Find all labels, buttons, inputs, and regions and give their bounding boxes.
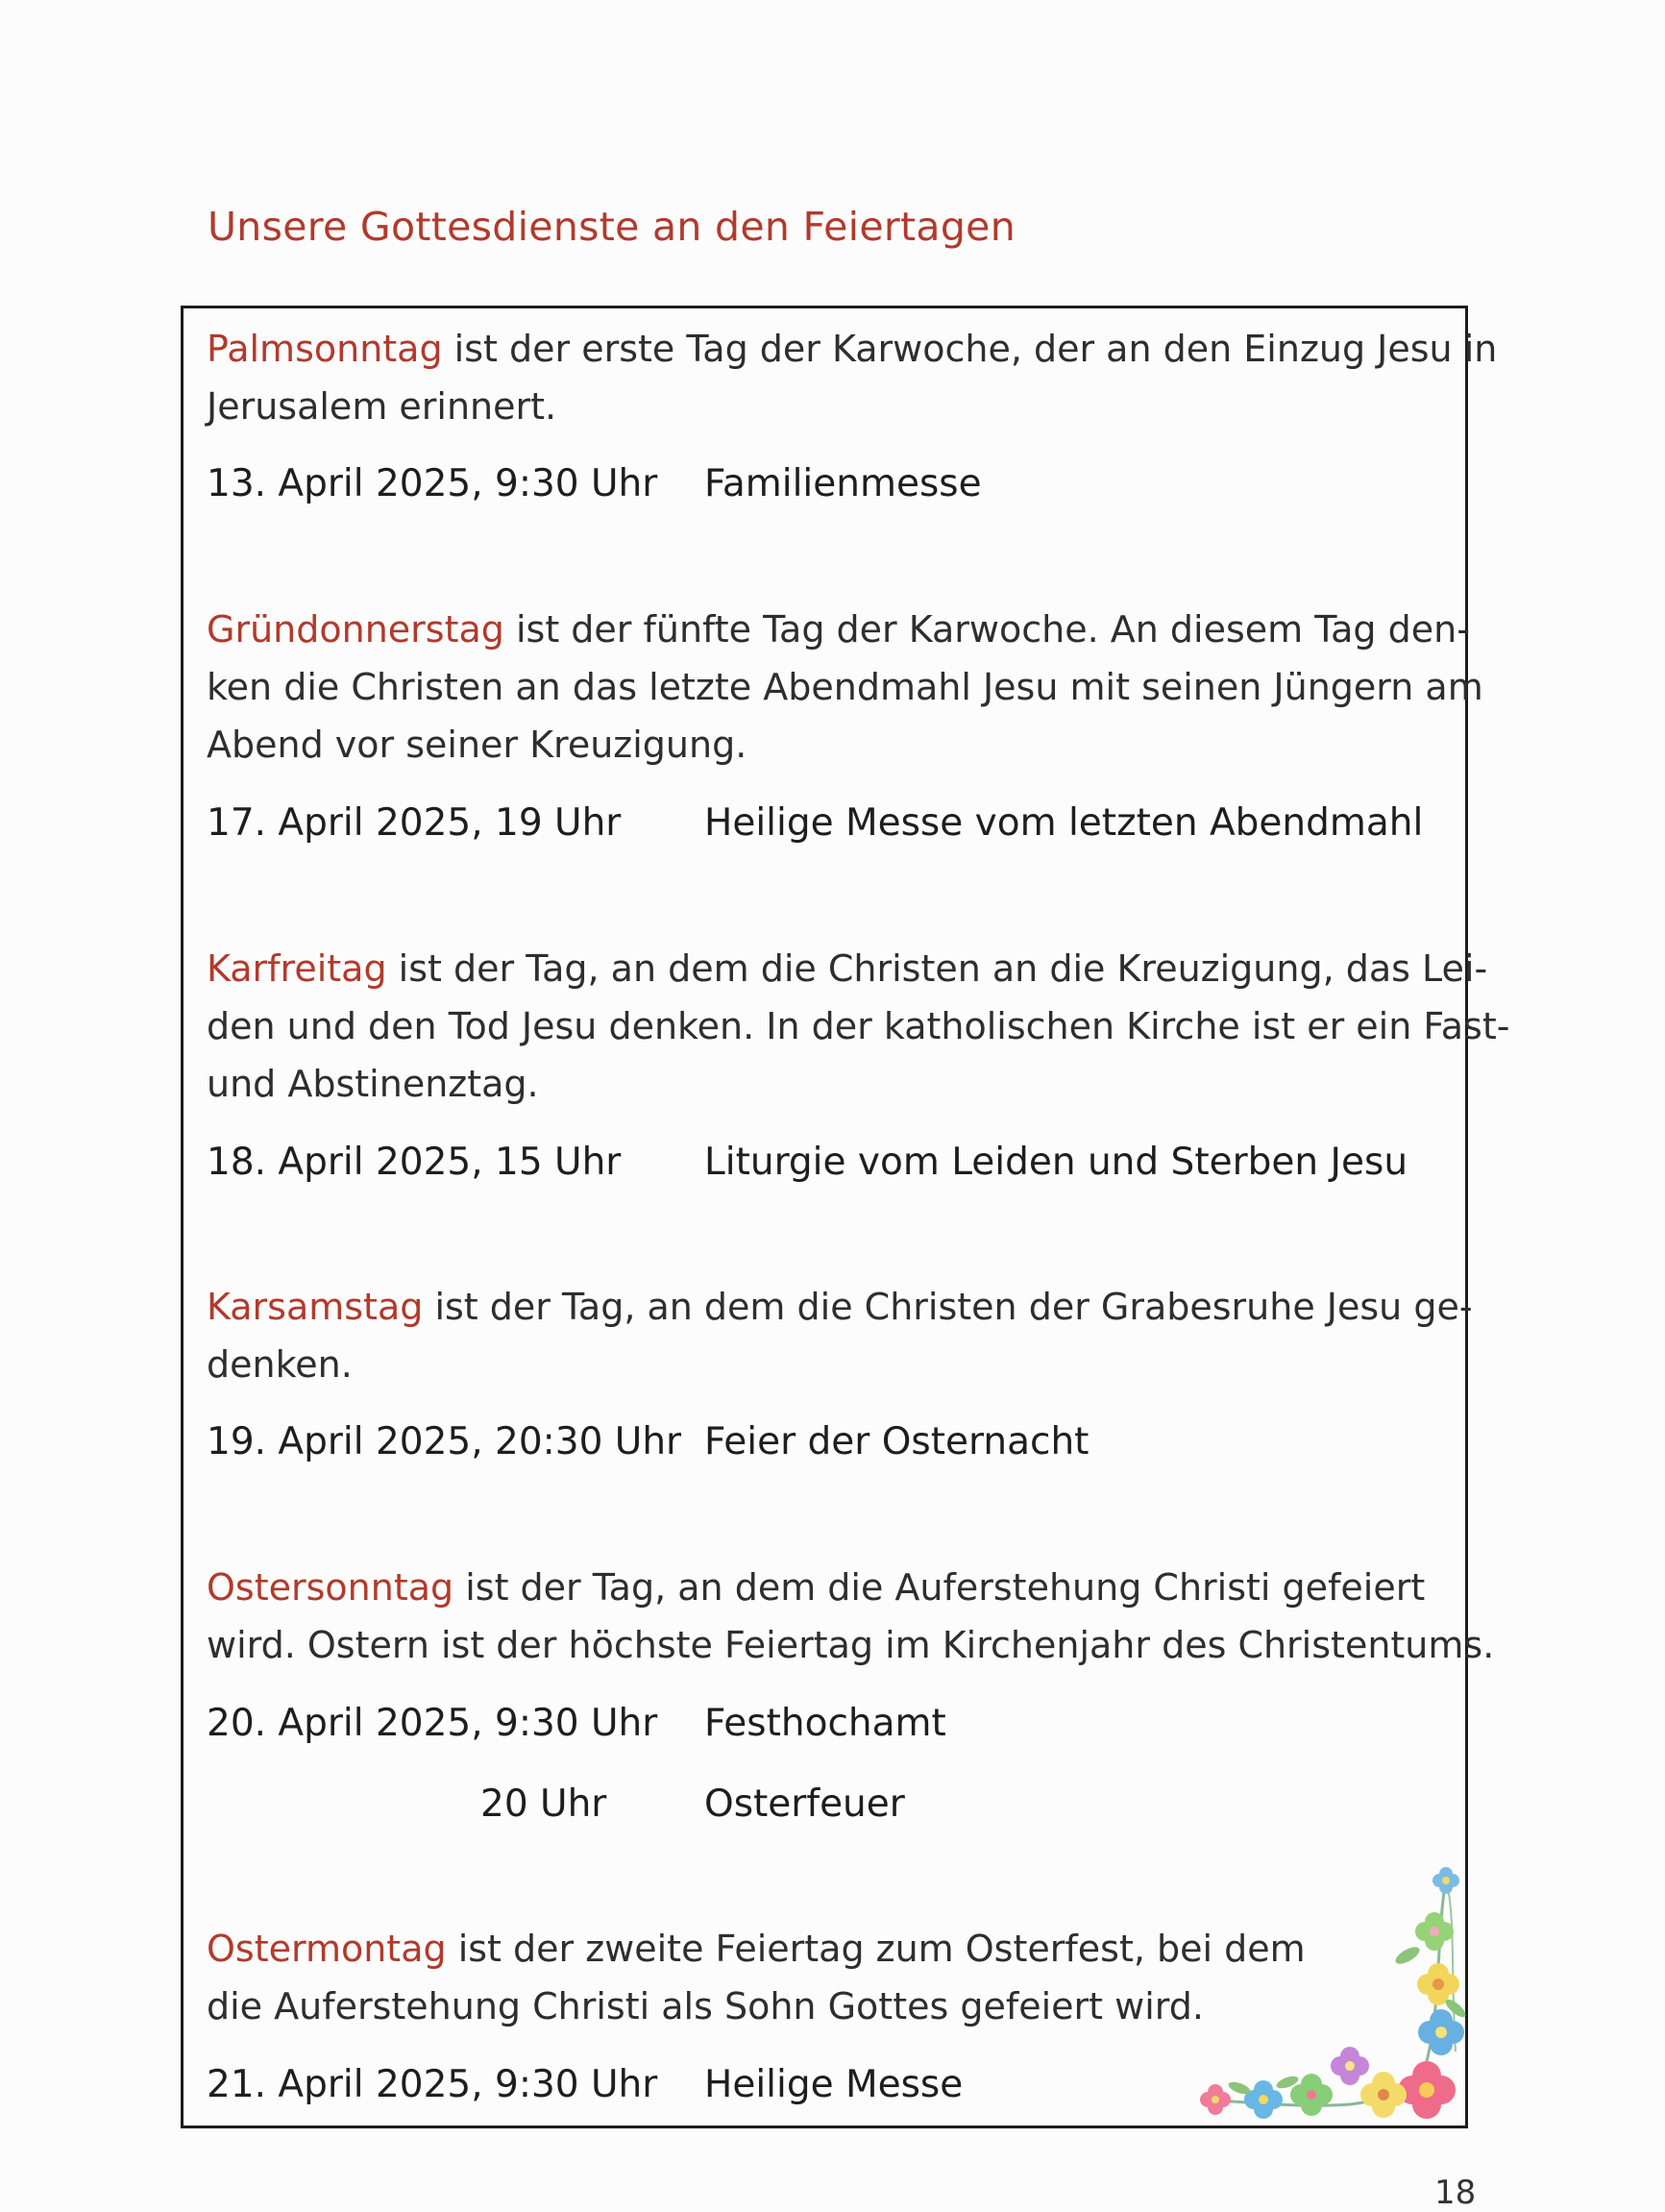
service-event: Familienmesse [704, 462, 982, 505]
service-event: Heilige Messe vom letzten Abendmahl [704, 801, 1424, 845]
holiday-name: Ostersonntag [207, 1566, 454, 1609]
holiday-name: Palmsonntag [207, 328, 443, 370]
service-date: 21. April 2025, 9:30 Uhr [207, 2063, 658, 2106]
service-event: Festhochamt [704, 1702, 946, 1745]
service-date: 18. April 2025, 15 Uhr [207, 1141, 622, 1184]
section-description: Gründonnerstag ist der fünfte Tag der Karwoche. An diesem Tag den- ken die Christen an das letzte Abendmahl Jesu mit seinen Jüngern am Abend vor seiner Kreuzigung. [207, 608, 1483, 766]
section-palmsonntag [207, 320, 1498, 435]
service-event: Feier der Osternacht [704, 1420, 1090, 1463]
page-number: 18 [1434, 2174, 1477, 2212]
page-title: Unsere Gottesdienste an den Feiertagen [208, 204, 1016, 250]
service-date: 13. April 2025, 9:30 Uhr [207, 462, 658, 505]
service-date: 20 Uhr [480, 1782, 607, 1826]
holiday-name: Karsamstag [207, 1286, 424, 1328]
flower-corner-icon [1167, 1859, 1470, 2128]
section-description: Karsamstag ist der Tag, an dem die Christen der Grabesruhe Jesu ge- denken. [207, 1286, 1473, 1386]
section-description: Ostersonntag ist der Tag, an dem die Auferstehung Christi gefeiert wird. Ostern ist der höchste Feiertag im Kirchenjahr des Christentums. [207, 1566, 1495, 1666]
holiday-name: Gründonnerstag [207, 608, 504, 651]
section-gruendonnerstag [207, 601, 1483, 774]
holiday-name: Ostermontag [207, 1928, 447, 1970]
service-date: 17. April 2025, 19 Uhr [207, 801, 622, 845]
holiday-name: Karfreitag [207, 947, 387, 990]
service-date: 20. April 2025, 9:30 Uhr [207, 1702, 658, 1745]
section-description: Palmsonntag ist der erste Tag der Karwoche, der an den Einzug Jesu in Jerusalem erinnert. [207, 328, 1498, 428]
service-event: Osterfeuer [704, 1782, 905, 1826]
section-description: Karfreitag ist der Tag, an dem die Christen an die Kreuzigung, das Lei- den und den Tod Jesu denken. In der katholischen Kirche ist er ein Fast- und Abstinenztag. [207, 947, 1510, 1105]
service-event: Heilige Messe [704, 2063, 964, 2106]
service-event: Liturgie vom Leiden und Sterben Jesu [704, 1141, 1408, 1184]
schedule-box [181, 306, 1510, 2128]
section-karfreitag [207, 940, 1510, 1113]
section-description: Ostermontag ist der zweite Feiertag zum Osterfest, bei dem die Auferstehung Christi als Sohn Gottes gefeiert wird. [207, 1928, 1306, 2028]
service-date: 19. April 2025, 20:30 Uhr [207, 1420, 682, 1463]
section-karsamstag [207, 1278, 1473, 1393]
section-ostersonntag [207, 1559, 1495, 1674]
